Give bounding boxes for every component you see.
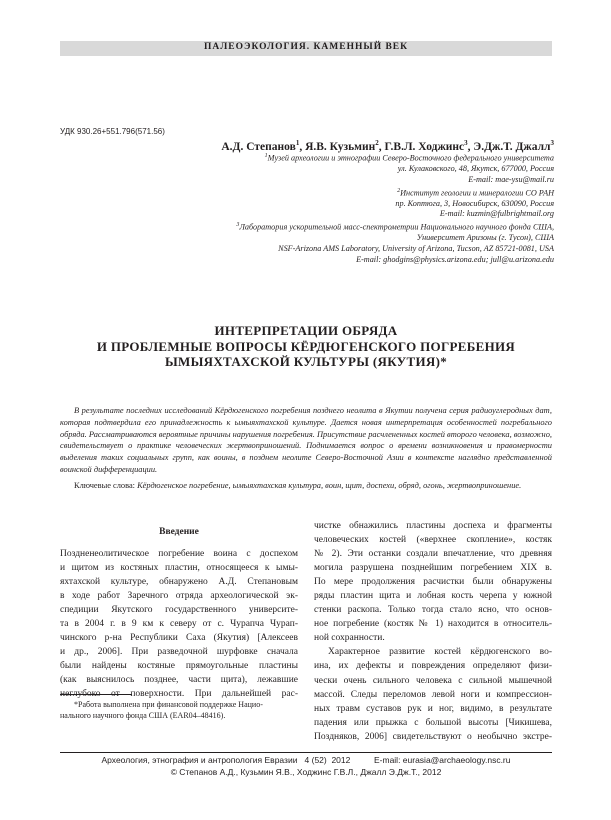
affiliation-mark: 3	[236, 222, 240, 229]
affiliation-line	[60, 175, 554, 186]
text-line: По мере продолжения расчистки были обнаружены	[314, 577, 552, 588]
affiliation-text: E-mail: ghodgins@physics.arizona.edu; jull@u.arizona.edu	[356, 254, 554, 264]
affiliation-line	[60, 186, 554, 199]
affiliation-text: Университет Аризоны (г. Тусон), США	[416, 233, 554, 243]
text-line: могила разрушена позднейшим погребением XIX в.	[314, 563, 552, 574]
text-line: чески очень сильного человека с сильной мышечной	[314, 675, 552, 686]
footer-journal-line: Археология, этнография и антропология Евразии 4 (52) 2012 E-mail: eurasia@archaeology.nsc.ru	[101, 755, 511, 765]
affiliations	[60, 151, 554, 265]
text-line: были найдены костяные прямоугольные пластины	[60, 661, 298, 672]
text-line: ряды пластин щита и лобная кость черепа у южной	[314, 591, 552, 602]
text-line: (как выяснилось позднее, части щита), лежавшие	[60, 675, 298, 686]
keywords-label: Ключевые слова:	[74, 481, 138, 490]
article-title	[60, 323, 552, 370]
udk-code: УДК 930.26+551.796(571.56)	[60, 127, 165, 136]
running-header-bar	[60, 41, 552, 56]
author-affiliation-mark: 2	[375, 139, 379, 147]
author-name: , Г.В.Л. Ходжинс	[378, 140, 465, 153]
title-line: И ПРОБЛЕМНЫЕ ВОПРОСЫ КЁРДЮГЕНСКОГО ПОГРЕБЕНИЯ	[96, 338, 516, 354]
author-affiliation-mark: 1	[295, 139, 300, 147]
keywords	[60, 480, 552, 492]
author-name: , Э.Дж.Т. Джалл	[467, 140, 551, 153]
affiliation-mark: 2	[397, 187, 401, 194]
affiliation-text: Музей археологии и этнографии Северо-Восточного федерального университета	[267, 153, 554, 163]
affiliation-line	[60, 244, 554, 255]
affiliation-text: Институт геологии и минералогии СО РАН	[400, 188, 554, 198]
affiliation-mark: 1	[264, 153, 268, 159]
text-line: человеческих костей («верхнее скопление», костяк	[314, 535, 552, 546]
text-line: ина, их дефекты и повреждения определяют физи-	[314, 661, 552, 672]
footer-rule	[60, 752, 552, 753]
title-line: ЫМЫЯХТАХСКОЙ КУЛЬТУРЫ (ЯКУТИЯ)*	[164, 354, 448, 369]
keywords-text: Кёрдюгенское погребение, ымыяхтахская культура, воин, щит, доспехи, обряд, огонь, жертвоприношение.	[137, 481, 522, 490]
footnote	[60, 700, 298, 721]
running-header-title: ПАЛЕОЭКОЛОГИЯ. КАМЕННЫЙ ВЕК	[203, 42, 409, 52]
text-line: спедиции Якутского государственного университе-	[60, 605, 298, 616]
author-affiliation-mark: 3	[464, 139, 468, 147]
affiliation-text: NSF-Arizona AMS Laboratory, University of Arizona, Tucson, AZ 85721-0081, USA	[278, 243, 554, 253]
affiliation-line	[60, 209, 554, 220]
footnote-line: нального научного фонда США (EAR04–48416).	[60, 710, 226, 720]
abstract: В результате последних исследований Кёрдюгенского погребения позднего неолита в Якутии получена серия радиоуглеродных дат, которая подтвердила его принадлежность к ымыяхтахской культуре. Дается новая интерпретация особенностей погребального обряда. Рассматриваются вероятные причины нарушения погребения. Присутствие расчлененных костей второго человека, возможно, свидетельствует о практике человеческих жертвоприношений. Поднимается вопрос о времени возникновения и правомерности выделения таких социальных групп, как воины, в позднем неолите Северо-Восточной Азии в контексте наглядно представленной воинской дифференциации.	[60, 406, 552, 474]
text-line: ных травм суставов рук и ног, видимо, в результате	[314, 703, 552, 714]
text-line: падения или прыжка с большой высоты [Чикишева,	[314, 717, 552, 728]
text-line: ное погребение (костяк № 1) находится в относитель-	[314, 619, 552, 630]
affiliation-text: пр. Коптюга, 3, Новосибирск, 630090, Россия	[395, 198, 554, 208]
author-affiliation-mark: 3	[550, 139, 554, 147]
text-line: чинского р-на Республики Саха (Якутия) [Алексеев	[60, 633, 298, 644]
affiliation-line	[60, 233, 554, 244]
title-line: ИНТЕРПРЕТАЦИИ ОБРЯДА	[214, 323, 398, 338]
author-name: А.Д. Степанов	[221, 140, 296, 153]
right-column-text	[314, 519, 552, 744]
affiliation-line	[60, 255, 554, 266]
footnote-line: *Работа выполнена при финансовой поддержке Нацио-	[74, 700, 263, 709]
footer-copyright: © Степанов А.Д., Кузьмин Я.В., Ходжинс Г.В.Л., Джалл Э.Дж.Т., 2012	[170, 767, 442, 777]
author-name: , Я.В. Кузьмин	[299, 140, 376, 153]
text-line: № 2). Эти останки создали впечатление, что древняя	[314, 549, 552, 560]
affiliation-text: E-mail: mae-ysu@mail.ru	[468, 174, 554, 184]
text-line: Поздняков, 2006] свидетельствуют о необычно экстре-	[314, 731, 552, 742]
affiliation-text: ул. Кулаковского, 48, Якутск, 677000, Россия	[397, 164, 554, 174]
affiliation-line	[60, 220, 554, 233]
text-line: и др., 2006]. При разведочной шурфовке сначала	[60, 647, 298, 658]
affiliation-text: Лаборатория ускорительной масс-спектрометрии Национального научного фонда США,	[239, 222, 554, 232]
affiliation-line	[60, 199, 554, 210]
text-line: чистке обнажились пластины доспеха и фрагменты	[314, 521, 552, 531]
affiliation-line	[60, 164, 554, 175]
text-line: в ходе работ Заречного отряда археологической эк-	[60, 591, 298, 602]
text-line: массой. Следы переломов левой ноги и компрессион-	[314, 689, 552, 700]
text-line: неглубоко от поверхности. При дальнейшей рас-	[60, 689, 298, 700]
affiliation-text: E-mail: kuzmin@fulbrightmail.org	[439, 209, 554, 219]
text-line: яхтахской культуре, обнаружено А.Д. Степановым	[60, 577, 298, 588]
section-heading-introduction: Введение	[159, 527, 199, 537]
affiliation-line	[60, 151, 554, 164]
left-column-text	[60, 547, 298, 702]
footnote-rule	[60, 694, 132, 695]
text-line: и щитом из костяных пластин, относящееся к ымы-	[60, 563, 298, 574]
text-line: та в 2004 г. в 9 км к северу от с. Чурапча Чурап-	[60, 619, 298, 630]
text-line: Характерное развитие костей кёрдюгенского во-	[328, 647, 552, 658]
text-line: Поздненеолитическое погребение воина с доспехом	[60, 549, 298, 559]
text-line: стенки раскопа. Только тогда стало ясно, что основ-	[314, 605, 552, 616]
text-line: ной сохранности.	[314, 633, 385, 644]
